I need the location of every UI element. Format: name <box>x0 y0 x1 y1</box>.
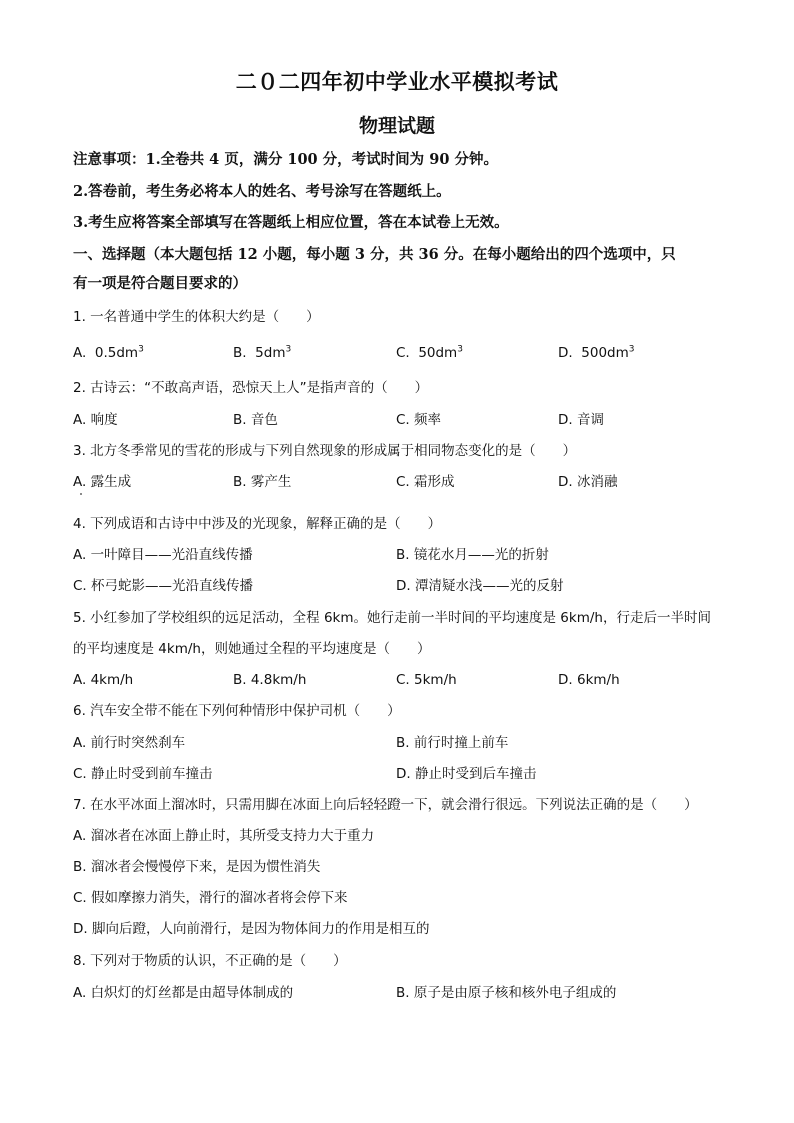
question-5-option-c: C. 5km/h <box>396 672 457 688</box>
question-4-option-a: A. 一叶障目——光沿直线传播 <box>73 547 253 563</box>
question-1-option-b: B. $5dm^3$ <box>233 344 292 361</box>
question-1-option-a: A. $0.5dm^3$ <box>73 344 144 361</box>
note-3: 3.考生应将答案全部填写在答题纸上相应位置，答在本试卷上无效。 <box>73 214 509 231</box>
question-2-option-c: C. 频率 <box>396 412 442 428</box>
question-8-stem: 8. 下列对于物质的认识，不正确的是（ ） <box>73 953 347 969</box>
question-3-option-a: A. 露生成 <box>73 474 132 490</box>
question-5-option-d: D. 6km/h <box>558 672 620 688</box>
question-6-option-b: B. 前行时撞上前车 <box>396 735 509 751</box>
question-7-option-a: A. 溜冰者在冰面上静止时，其所受支持力大于重力 <box>73 828 375 844</box>
section-heading-cont: 有一项是符合题目要求的） <box>73 275 247 292</box>
question-1-stem: 1. 一名普通中学生的体积大约是（ ） <box>73 309 320 325</box>
question-2-stem: 2. 古诗云：“不敢高声语，恐惊天上人”是指声音的（ ） <box>73 380 429 396</box>
question-7-option-d: D. 脚向后蹬，人向前滑行，是因为物体间力的作用是相互的 <box>73 921 430 937</box>
question-8-option-b: B. 原子是由原子核和核外电子组成的 <box>396 985 617 1001</box>
question-3-option-b: B. 雾产生 <box>233 474 292 490</box>
question-5-stem-line-2: 的平均速度是 4km/h，则她通过全程的平均速度是（ ） <box>73 641 431 657</box>
question-7-option-b: B. 溜冰者会慢慢停下来，是因为惯性消失 <box>73 859 321 875</box>
question-6-option-c: C. 静止时受到前车撞击 <box>73 766 213 782</box>
stray-dot <box>80 493 82 495</box>
question-6-option-d: D. 静止时受到后车撞击 <box>396 766 537 782</box>
question-4-stem: 4. 下列成语和古诗中中涉及的光现象，解释正确的是（ ） <box>73 516 442 532</box>
question-4-option-d: D. 潭清疑水浅——光的反射 <box>396 578 564 594</box>
question-3-option-c: C. 霜形成 <box>396 474 455 490</box>
question-2-option-a: A. 响度 <box>73 412 118 428</box>
question-4-option-c: C. 杯弓蛇影——光沿直线传播 <box>73 578 254 594</box>
note-1: 注意事项：1.全卷共 4 页，满分 100 分，考试时间为 90 分钟。 <box>73 151 498 168</box>
question-3-option-d: D. 冰消融 <box>558 474 618 490</box>
question-4-option-b: B. 镜花水月——光的折射 <box>396 547 549 563</box>
question-1-option-d: D. $500dm^3$ <box>558 344 635 361</box>
question-5-stem-line-1: 5. 小红参加了学校组织的远足活动，全程 6km。她行走前一半时间的平均速度是 6km/h，行走后一半时间 <box>73 610 711 626</box>
question-6-option-a: A. 前行时突然刹车 <box>73 735 186 751</box>
question-5-option-a: A. 4km/h <box>73 672 134 688</box>
exam-title: 二０二四年初中学业水平模拟考试 <box>235 69 559 94</box>
question-1-option-c: C. $50dm^3$ <box>396 344 463 361</box>
question-2-option-b: B. 音色 <box>233 412 278 428</box>
question-5-option-b: B. 4.8km/h <box>233 672 307 688</box>
note-2: 2.答卷前，考生务必将本人的姓名、考号涂写在答题纸上。 <box>73 183 451 200</box>
exam-subject: 物理试题 <box>358 115 435 137</box>
question-6-stem: 6. 汽车安全带不能在下列何种情形中保护司机（ ） <box>73 703 401 719</box>
question-3-stem: 3. 北方冬季常见的雪花的形成与下列自然现象的形成属于相同物态变化的是（ ） <box>73 443 577 459</box>
question-8-option-a: A. 白炽灯的灯丝都是由超导体制成的 <box>73 985 294 1001</box>
section-heading: 一、选择题（本大题包括 12 小题，每小题 3 分，共 36 分。在每小题给出的四个选项中，只 <box>73 246 676 263</box>
question-7-option-c: C. 假如摩擦力消失，滑行的溜冰者将会停下来 <box>73 890 348 906</box>
question-7-stem: 7. 在水平冰面上溜冰时，只需用脚在冰面上向后轻轻蹬一下，就会滑行很远。下列说法正确的是（ ） <box>73 797 698 813</box>
question-2-option-d: D. 音调 <box>558 412 604 428</box>
